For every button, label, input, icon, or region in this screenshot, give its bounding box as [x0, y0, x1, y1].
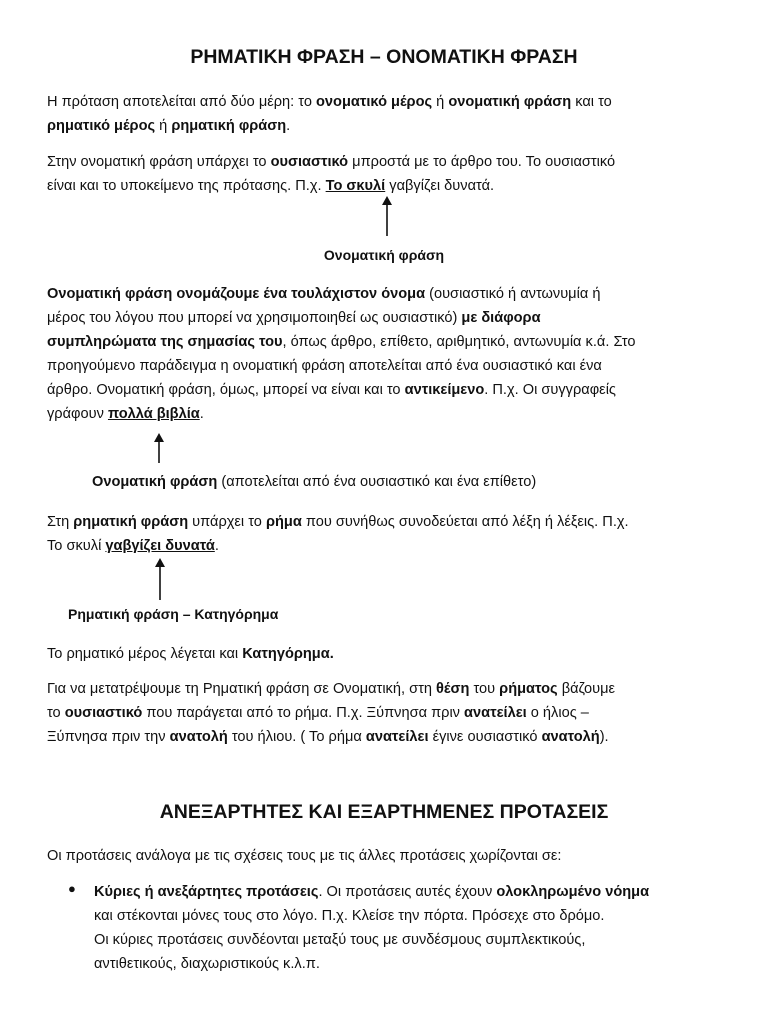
text-run: Στην ονοματική φράση υπάρχει το: [47, 154, 271, 170]
bold-term: θέση: [436, 681, 470, 697]
bold-term: ρήματος: [499, 681, 558, 697]
text-run: , όπως άρθρο, επίθετο, αριθμητικό, αντωνυμία κ.ά. Στο: [282, 334, 636, 350]
text-run: υπάρχει το: [188, 514, 266, 530]
predicate-paragraph: [47, 642, 727, 666]
up-arrow-icon: [380, 196, 394, 236]
caption-noun-phrase-2: [92, 474, 536, 490]
text-line: [47, 114, 727, 138]
text-run: Ξύπνησα πριν την: [47, 729, 170, 745]
list-item: [94, 880, 734, 976]
section-title: ΑΝΕΞΑΡΤΗΤΕΣ ΚΑΙ ΕΞΑΡΤΗΜΕΝΕΣ ΠΡΟΤΑΣΕΙΣ: [159, 801, 609, 823]
text-run: Για να μετατρέψουμε τη Ρηματική φράση σε Ονοματική, στη: [47, 681, 437, 697]
text-line: [47, 282, 727, 306]
text-run: (αποτελείται από ένα ουσιαστικό και ένα επίθετο): [217, 474, 537, 490]
up-arrow-icon: [153, 558, 167, 600]
text-line: [47, 330, 727, 354]
example-underlined: Το σκυλί: [325, 178, 386, 194]
classification-paragraph: [47, 844, 727, 868]
text-run: .: [286, 118, 291, 134]
bold-term: ονοματικό μέρος: [316, 94, 433, 110]
text-run: .: [214, 538, 219, 554]
text-run: ).: [599, 729, 609, 745]
text-line: [47, 402, 727, 426]
bold-term: με διάφορα: [461, 310, 541, 326]
bold-term: ρηματικό μέρος: [47, 118, 156, 134]
bold-term: συμπληρώματα της σημασίας του: [47, 334, 283, 350]
bold-term: ρηματική φράση: [73, 514, 189, 530]
text-run: .: [199, 406, 204, 422]
text-run: το: [47, 705, 65, 721]
text-line: [47, 150, 727, 174]
caption-noun-phrase: Ονοματική φράση: [323, 247, 445, 263]
text-line: Οι προτάσεις ανάλογα με τις σχέσεις τους με τις άλλες προτάσεις χωρίζονται σε:: [47, 848, 562, 864]
conversion-paragraph: [47, 677, 727, 749]
text-line: [47, 677, 727, 701]
text-run: άρθρο. Ονοματική φράση, όμως, μπορεί να είναι και το: [47, 382, 405, 398]
bold-term: Κύριες ή ανεξάρτητες προτάσεις: [94, 884, 319, 900]
text-line: [47, 701, 727, 725]
bold-term: Κατηγόρημα.: [242, 646, 334, 662]
text-line: [47, 90, 727, 114]
text-run: γαβγίζει δυνατά.: [385, 178, 495, 194]
text-run: Το σκυλί: [47, 538, 106, 554]
text-run: Στη: [47, 514, 74, 530]
text-run: είναι και το υποκείμενο της πρότασης. Π.χ.: [47, 178, 326, 194]
verb-phrase-paragraph: [47, 510, 727, 558]
bold-term: ρήμα: [265, 514, 302, 530]
text-run: μπροστά με το άρθρο του. Το ουσιαστικό: [348, 154, 616, 170]
text-line: [47, 534, 727, 558]
text-run: (ουσιαστικό ή αντωνυμία ή: [425, 286, 601, 302]
text-run: γράφουν: [47, 406, 108, 422]
text-line: [94, 880, 734, 904]
example-underlined: γαβγίζει δυνατά: [105, 538, 215, 554]
text-run: που συνήθως συνοδεύεται από λέξη ή λέξεις. Π.χ.: [301, 514, 629, 530]
text-run: του: [469, 681, 500, 697]
text-run: μέρος του λόγου που μπορεί να χρησιμοποιηθεί ως ουσιαστικό): [47, 310, 462, 326]
text-run: ο ήλιος –: [526, 705, 589, 721]
text-run: ή: [155, 118, 172, 134]
text-run: . Π.χ. Οι συγγραφείς: [484, 382, 616, 398]
noun-phrase-paragraph: [47, 150, 727, 198]
bold-term: ονοματική φράση: [448, 94, 572, 110]
bold-term: αντικείμενο: [404, 382, 485, 398]
text-run: και το: [571, 94, 612, 110]
bold-term: ανατολή: [541, 729, 600, 745]
bold-term: ανατείλει: [464, 705, 527, 721]
bold-term: ολοκληρωμένο νόημα: [496, 884, 650, 900]
text-line: [47, 510, 727, 534]
caption-verb-phrase: Ρηματική φράση – Κατηγόρημα: [68, 606, 279, 622]
bold-term: ανατολή: [169, 729, 228, 745]
text-run: . Οι προτάσεις αυτές έχουν: [318, 884, 497, 900]
text-line: αντιθετικούς, διαχωριστικούς κ.λ.π.: [94, 956, 320, 972]
text-line: [47, 174, 727, 198]
bold-term: ουσιαστικό: [64, 705, 143, 721]
page-title: ΡΗΜΑΤΙΚΗ ΦΡΑΣΗ – ΟΝΟΜΑΤΙΚΗ ΦΡΑΣΗ: [190, 46, 578, 68]
text-line: Οι κύριες προτάσεις συνδέονται μεταξύ τους με συνδέσμους συμπλεκτικούς,: [94, 932, 586, 948]
text-run: ή: [432, 94, 449, 110]
text-run: Η πρόταση αποτελείται από δύο μέρη: το: [47, 94, 316, 110]
text-run: που παράγεται από το ρήμα. Π.χ. Ξύπνησα πριν: [142, 705, 465, 721]
intro-paragraph: [47, 90, 727, 138]
text-line: [47, 306, 727, 330]
bold-term: Ονοματική φράση ονομάζουμε ένα τουλάχιστον όνομα: [47, 286, 426, 302]
text-run: έγινε ουσιαστικό: [428, 729, 542, 745]
text-line: προηγούμενο παράδειγμα η ονοματική φράση αποτελείται από ένα ουσιαστικό και ένα: [47, 358, 602, 374]
example-underlined: πολλά βιβλία: [107, 406, 200, 422]
text-line: και στέκονται μόνες τους στο λόγο. Π.χ. Κλείσε την πόρτα. Πρόσεχε στο δρόμο.: [94, 908, 605, 924]
bullet-icon: ●: [68, 881, 76, 896]
bold-term: ανατείλει: [365, 729, 429, 745]
bold-term: ρηματική φράση: [171, 118, 287, 134]
bold-term: Ονοματική φράση: [92, 474, 218, 490]
noun-phrase-definition: [47, 282, 727, 426]
text-line: [47, 642, 727, 666]
text-line: [47, 378, 727, 402]
text-run: Το ρηματικό μέρος λέγεται και: [47, 646, 243, 662]
bold-term: ουσιαστικό: [270, 154, 349, 170]
text-run: του ήλιου. ( Το ρήμα: [227, 729, 366, 745]
text-line: [47, 725, 727, 749]
up-arrow-icon: [152, 433, 166, 463]
text-run: βάζουμε: [557, 681, 615, 697]
